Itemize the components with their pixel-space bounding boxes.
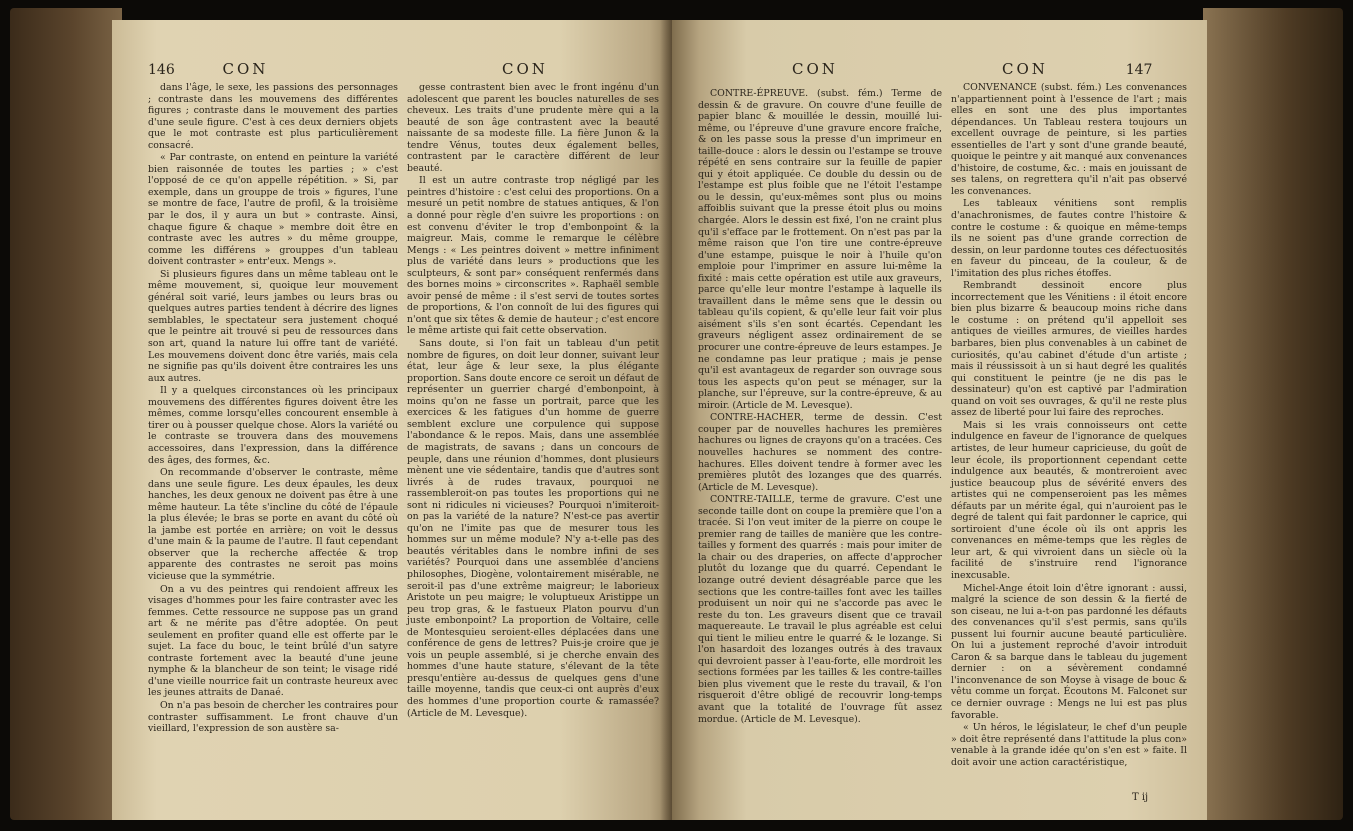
right-page-number: 147 (1125, 62, 1153, 78)
left-cover-board (10, 8, 122, 820)
paragraph: CONTRE-TAILLE, terme de gravure. C'est une seconde taille dont on coupe la première que l'on a tracée. Si l'on veut imiter de la pierre on coupe le premier rang de tailles de manière que les contre-tailles y forment des quarrés : mais pour imiter de la chair ou des draperies, on affecte d'approcher plutôt du lozange que du quarré. Cependant le lozange outré devient désagréable parce que les sections que les contre-tailles font avec les tailles produisent un noir qui ne s'accorde pas avec le reste du ton. Les graveurs disent que ce travail maquereaute. Le travail le plus agréable est celui qui tient le milieu entre le quarré & le lozange. Si l'on hasardoit des lozanges outrés à des travaux qui devroient passer à l'eau-forte, elle mordroit les sections formées par les tailles & les contre-tailles bien plus vivement que le reste du travail, & l'on risqueroit d'être obligé de recouvrir long-temps avant que la totalité de l'ouvrage fût assez mordue. (Article de M. Levesque). (698, 494, 942, 725)
paragraph: CONTRE-HACHER, terme de dessin. C'est couper par de nouvelles hachures les premières hachures ou lignes de crayons qu'on a tracées. Ces nouvelles hachures se nomment des contre-hachures. Elles doivent tendre à former avec les premières plutôt des lozanges que des quarrés. (Article de M. Levesque). (698, 412, 942, 493)
paragraph: CONTRE-ÉPREUVE. (subst. fém.) Terme de dessin & de gravure. On couvre d'une feuille de papier blanc & mouillée le dessin, mouillé lui-même, ou l'épreuve d'une gravure encore fraîche, & on les passe sous la presse d'un imprimeur en taille-douce : alors le dessin ou l'estampe se trouve répété en sens contraire sur la feuille de papier qui y étoit appliquée. Ce double du dessin ou de l'estampe est plus foible que ne l'étoit l'estampe ou le dessin, qu'eux-mêmes sont plus ou moins affoiblis suivant que la presse étoit plus ou moins chargée. Alors le dessin est fixé, l'on ne craint plus qu'il s'efface par le frottement. On n'est pas par la même raison que l'on tire une contre-épreuve d'une estampe, puisque le noir à l'huile qu'on emploie pour l'imprimer en assure lui-même la fixité : mais cette opération est utile aux graveurs, parce qu'elle leur montre l'estampe à laquelle ils travaillent dans le même sens que le dessin ou tableau qu'ils copient, & qu'elle leur fait voir plus aisément s'ils s'en sont écartés. Cependant les graveurs négligent assez ordinairement de se procurer une contre-épreuve de leurs estampes. Je ne condamne pas leur pratique ; mais je pense qu'il est avantageux de regarder son ouvrage sous tous les aspects qu'on peut se ménager, sur la planche, sur l'épreuve, sur la contre-épreuve, & au miroir. (Article de M. Levesque). (698, 88, 942, 411)
paragraph: gesse contrastent bien avec le front ingénu d'un adolescent que parent les boucles naturelles de ses cheveux. Les traits d'une prudente mère qui a la beauté de son âge contrastent avec la beauté naissante de sa modeste fille. La fière Junon & la tendre Vénus, toutes deux également belles, contrastent par le caractère différent de leur beauté. (407, 82, 659, 174)
paragraph: Il y a quelques circonstances où les principaux mouvemens des différentes figures doivent être les mêmes, comme lorsqu'elles concourent ensemble à tirer ou à pousser quelque chose. Alors la variété ou le contraste se trouvera dans des mouvemens accessoires, dans l'expression, dans la différence des âges, des formes, &c. (148, 385, 398, 466)
right-page-header (1002, 60, 1152, 78)
right-page (672, 20, 1207, 820)
paragraph: « Par contraste, on entend en peinture la variété bien raisonnée de toutes les parties ; » c'est l'opposé de ce qu'on appelle répétition. » Si, par exemple, dans un grouppe de trois » figures, l'une se montre de face, l'autre de profil, & la troisième par le dos, il y aura un but » contraste. Ainsi, chaque figure & chaque » membre doit être en contraste avec les autres » du même grouppe, comme les différens » grouppes d'un tableau doivent contraster » entr'eux. Mengs ». (148, 152, 398, 268)
paragraph: « Un héros, le législateur, le chef d'un peuple » doit être représenté dans l'attitude la plus con» venable à la grande idée qu'on s'en est » faite. Il doit avoir une action caractéristique, (951, 722, 1187, 768)
right-cover-board (1203, 8, 1343, 820)
left-page-number: 146 (148, 62, 175, 78)
signature-mark: T ij (1132, 792, 1149, 803)
paragraph: CONVENANCE (subst. fém.) Les convenances n'appartiennent point à l'essence de l'art ; mais elles en sont une des plus importantes dépendances. Un Tableau restera toujours un excellent ouvrage de peinture, si les parties essentielles de l'art y sont d'une grande beauté, quoique le peintre y ait manqué aux convenances d'histoire, de costume, &c. : mais en jouissant de ses talens, on regrettera qu'il n'ait pas observé les convenances. (951, 82, 1187, 197)
left-page (112, 20, 672, 820)
right-column-b (951, 82, 1187, 768)
paragraph: Les tableaux vénitiens sont remplis d'anachronismes, de fautes contre l'histoire & contre le costume : & quoique en même-temps ils ne soient pas d'une grande correction de dessin, on leur pardonne toutes ces défectuosités en faveur du pinceau, de la couleur, & de l'imitation des plus riches étoffes. (951, 198, 1187, 279)
paragraph: Si plusieurs figures dans un même tableau ont le même mouvement, si, quoique leur mouvement général soit varié, leurs jambes ou leurs bras ou quelques autres parties tendent à décrire des lignes semblables, le spectateur sera justement choqué que le peintre ait trouvé si peu de ressources dans son art, quand la nature lui offre tant de variété. Les mouvemens doivent donc être variés, mais cela ne signifie pas qu'ils doivent être contraires les uns aux autres. (148, 268, 398, 384)
right-running-head-b: CON (1002, 60, 1048, 78)
paragraph: dans l'âge, le sexe, les passions des personnages ; contraste dans les mouvemens des différentes figures ; contraste dans le mouvement des parties d'une seule figure. C'est à ces deux derniers objets que le mot contraste est plus particulièrement consacré. (148, 82, 398, 151)
left-running-head-b: CON (502, 60, 548, 78)
right-running-head-a: CON (792, 60, 838, 78)
left-column-a (148, 82, 398, 735)
paragraph: Rembrandt dessinoit encore plus incorrectement que les Vénitiens : il étoit encore bien plus bizarre & beaucoup moins riche dans le costume : on prétend qu'il appelloit ses antiques de vieilles armures, de vieilles hardes barbares, bien plus convenables à un cabinet de curiosités, qu'au cabinet d'étude d'un artiste ; mais il réussissoit à un si haut degré les qualités qui constituent le peintre (je ne dis pas le dessinateur) qu'on est captivé par l'admiration quand on voit ses ouvrages, & qu'il ne reste plus assez de liberté pour lui faire des reproches. (951, 280, 1187, 419)
paragraph: Sans doute, si l'on fait un tableau d'un petit nombre de figures, on doit leur donner, suivant leur état, leur âge & leur sexe, la plus élégante proportion. Sans doute encore ce seroit un défaut de représenter un guerrier chargé d'embonpoint, à moins qu'on ne fasse un portrait, parce que les exercices & les fatigues d'un homme de guerre semblent exclure une corpulence qui suppose l'abondance & le repos. Mais, dans une assemblée de magistrats, de savans ; dans un concours de peuple, dans une réunion d'hommes, dont plusieurs mènent une vie sédentaire, tandis que d'autres sont livrés à de rudes travaux, pourquoi ne rassembleroit-on pas toutes les proportions qui ne sont ni ridicules ni vicieuses? Pourquoi n'imiteroit-on pas la variété de la nature? N'est-ce pas avertir qu'on ne l'imite pas que de mesurer tous les hommes sur un même module? N'y a-t-elle pas des beautés véritables dans le nombre infini de ses variétés? Pourquoi dans une assemblée d'anciens philosophes, Diogène, volontairement misérable, ne seroit-il pas d'une extrême maigreur; le laborieux Aristote un peu maigre; le voluptueux Aristippe un peu trop gras, & le fastueux Platon pourvu d'un juste embonpoint? La proportion de Voltaire, celle de Montesquieu seroient-elles déplacées dans une conférence de gens de lettres? Puis-je croire que je vois un peuple assemblé, si je cherche envain des hommes d'une haute stature, s'élevant de la tête presqu'entière au-dessus de quelques gens d'une taille moyenne, tandis que ceux-ci ont auprès d'eux des hommes d'une proportion courte & ramassée? (Article de M. Levesque). (407, 338, 659, 719)
paragraph: Mais si les vrais connoisseurs ont cette indulgence en faveur de l'ignorance de quelques artistes, de leur humeur capricieuse, du goût de leur école, ils proportionnent cependant cette indulgence aux beautés, & montreroient avec justice beaucoup plus de sévérité envers des artistes qui ne compenseroient pas les mêmes défauts par un mérite égal, qui n'auroient pas le degré de talent qui fait pardonner le caprice, qui sortiroient d'une école où ils ont appris les convenances en même-temps que les règles de leur art, & qui vivroient dans un siècle où la facilité de s'instruire rend l'ignorance inexcusable. (951, 419, 1187, 581)
paragraph: On a vu des peintres qui rendoient affreux les visages d'hommes pour les faire contraster avec les femmes. Cette ressource ne suppose pas un grand art & ne mérite pas d'être adoptée. On peut seulement en profiter quand elle est offerte par le sujet. La face du bouc, le teint brûlé d'un satyre contraste fortement avec la beauté d'une jeune nymphe & la blancheur de son teint; le visage ridé d'une vieille nourrice fait un contraste heureux avec les jeunes attraits de Danaé. (148, 583, 398, 699)
left-page-header (148, 60, 268, 78)
right-column-a (698, 88, 942, 725)
left-column-b (407, 82, 659, 719)
paragraph: Il est un autre contraste trop négligé par les peintres d'histoire : c'est celui des proportions. On a mesuré un petit nombre de statues antiques, & l'on a donné pour règle d'en suivre les proportions : on est convenu d'éviter le trop d'embonpoint & la maigreur. Mais, comme le remarque le célèbre Mengs : « Les peintres doivent » mettre infiniment plus de variété dans leurs » productions que les sculpteurs, & sont par» conséquent renfermés dans des bornes moins » circonscrites ». Raphaël semble avoir pensé de même : il s'est servi de toutes sortes de proportions, & l'on connoît de lui des figures qui n'ont que six têtes & demie de hauteur ; c'est encore le même artiste qui fait cette observation. (407, 175, 659, 337)
left-running-head-a: CON (222, 60, 269, 78)
paragraph: On recommande d'observer le contraste, même dans une seule figure. Les deux épaules, les deux hanches, les deux genoux ne doivent pas être à une même hauteur. La tête s'incline du côté de l'épaule la plus élevée; le bras se porte en avant du côté où la jambe est portée en arrière; on voit le dessus d'une main & la paume de l'autre. Il faut cependant observer que la recherche affectée & trop apparente des contrastes ne seroit pas moins vicieuse que la symmétrie. (148, 467, 398, 582)
paragraph: On n'a pas besoin de chercher les contraires pour contraster suffisamment. Le front chauve d'un vieillard, l'expression de son austère sa- (148, 699, 398, 735)
paragraph: Michel-Ange étoit loin d'être ignorant : aussi, malgré la science de son dessin & la fierté de son ciseau, ne lui a-t-on pas pardonné les défauts des convenances qu'il s'est permis, sans qu'ils pussent lui fournir aucune beauté particulière. On lui a justement reproché d'avoir introduit Caron & sa barque dans le tableau du jugement dernier : on a sévèrement condamné l'inconvenance de son Moyse à visage de bouc & vêtu comme un forçat. Écoutons M. Falconet sur ce dernier ouvrage : Mengs ne lui est pas plus favorable. (951, 582, 1187, 721)
